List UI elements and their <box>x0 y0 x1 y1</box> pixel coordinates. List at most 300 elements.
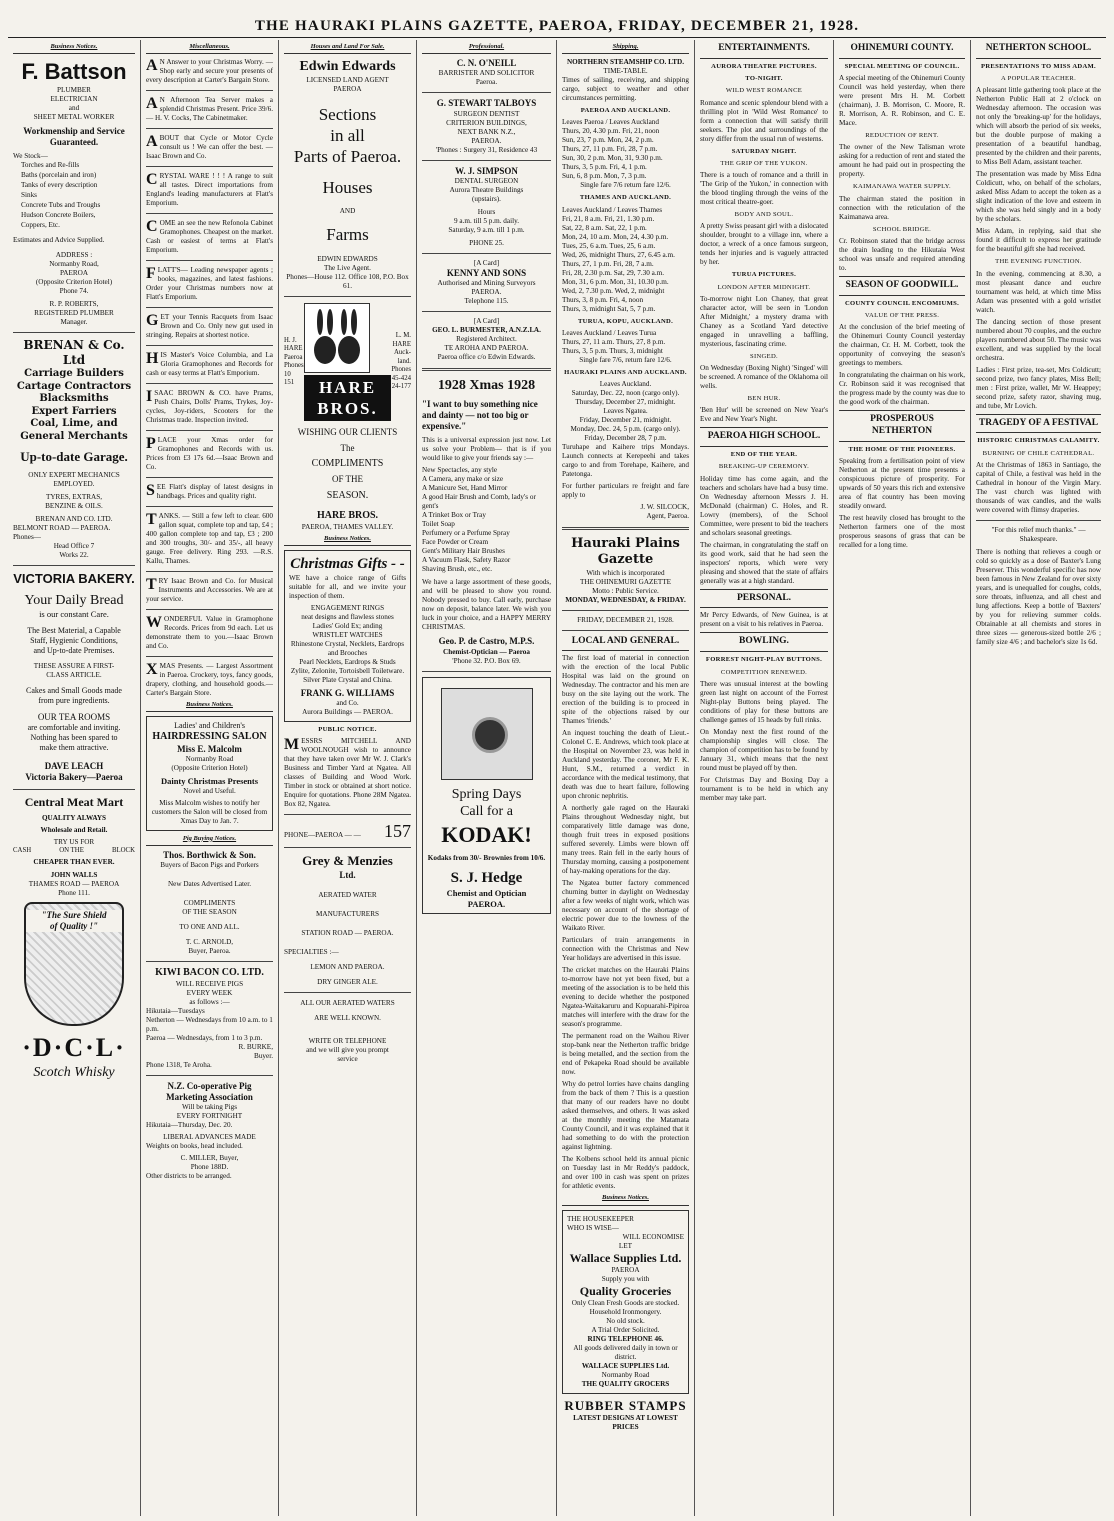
rubber-stamps: RUBBER STAMPS <box>564 1397 687 1413</box>
hare-right-line: L. M. <box>395 332 411 340</box>
sub-heading: BODY AND SOUL. <box>734 211 794 219</box>
gift-item: Ladies' Gold Ex; anding <box>312 621 383 630</box>
spring-line: Spring Days <box>451 786 522 802</box>
divider <box>146 477 273 478</box>
wallace-quality: Quality Groceries <box>579 1283 672 1298</box>
news-paragraph: Romance and scenic splendour blend with a thrilling plot in 'Wild West Romance' to form a connection that will satisfy thrill seekers. The plot and surroundings of the story differ from the usual run of westerns. <box>700 98 828 143</box>
dcl-shield-emblem <box>24 902 124 1026</box>
best-line: and Up-to-date Premises. <box>33 645 115 655</box>
meat-try: BLOCK <box>111 846 135 854</box>
kiwi-line: Hikutaia—Tuesdays <box>146 1006 205 1015</box>
news-paragraph: For Christmas Day and Boxing Day a tournament is to be held in which any member may take part. <box>700 775 828 802</box>
sub-heading: THE EVENING FUNCTION. <box>995 258 1082 266</box>
wallace-line: PAEROA <box>611 1265 640 1274</box>
news-paragraph: The cricket matches on the Hauraki Plains to-morrow have not yet been fixed, but a meeting of the association is to be held this evening to decide whether the postponed Ngatea-Waitakaruru and Kopuarahi-Pipiroa matches will interfere with the draw for the season's programme. <box>562 966 689 1029</box>
column-ohinemuri-county <box>833 40 970 1516</box>
classified-ad: ABOUT that Cycle or Motor Cycle consult us ! We can offer the best. — Isaac Brown and Co. <box>146 133 273 161</box>
masthead-rule <box>8 37 1106 38</box>
agent-line: Phones—House 112. Office 108, P.O. Box 61. <box>286 272 409 290</box>
hare-right-line: 45-424 <box>391 374 411 382</box>
new-dates: New Dates Advertised Later. <box>167 880 252 888</box>
northern-steamship: NORTHERN STEAMSHIP CO. LTD. <box>566 58 685 67</box>
lemon-line: DRY GINGER ALE. <box>317 977 378 986</box>
brenan-address: Phones— <box>13 533 41 542</box>
leach-name: DAVE LEACH <box>44 761 104 771</box>
route-row: Mon, 31, 6 p.m. Mon, 31, 10.30 p.m. <box>562 277 669 286</box>
hare-left-line: H. J. <box>284 336 297 344</box>
kodak-name: KODAK! <box>441 821 532 847</box>
hare-right-line: Auck- <box>394 349 411 357</box>
sub-heading: VALUE OF THE PRESS. <box>864 311 940 319</box>
arnold-name: T. C. ARNOLD, <box>185 938 234 946</box>
wallace-line: THE HOUSEKEEPER <box>567 1214 634 1223</box>
simpson-line: Saturday, 9 a.m. till 1 p.m. <box>448 225 525 234</box>
comfort-line: are comfortable and inviting. <box>27 723 121 732</box>
divider <box>562 527 689 530</box>
masthead <box>0 0 1114 38</box>
sub-heading: LONDON AFTER MIDNIGHT. <box>717 283 811 291</box>
kiwi-line: Buyer. <box>254 1051 273 1060</box>
divider <box>422 160 551 161</box>
divider <box>284 992 411 993</box>
route-row: Single fare 7/6, return fare 12/6. <box>579 355 672 364</box>
burmester-line: [A Card] <box>473 317 500 326</box>
news-paragraph: A pretty Swiss peasant girl with a dislocated shoulder, brought to a village inn, where a doctor, a wreck of a once famous surgeon, tends her injuries and is vaguely attracted by her. <box>700 222 828 267</box>
route-row: Thurs, 27, 1 p.m. Fri, 28, 7 a.m. <box>562 259 654 268</box>
sub-heading: THE GRIP OF THE YUKON. <box>720 159 808 167</box>
wallace-supplies-ad <box>562 1210 689 1394</box>
hare-left-line: 151 <box>284 379 295 387</box>
rabbits-illustration <box>304 303 370 373</box>
news-paragraph: Why do petrol lorries have chains dangling from the back of them ? This is a question that many of our readers have no doubt asked themselves, and others. It was asked at the monthly meeting the Matamata County Council, and it was explained that it had something to do with the protection against lightning. <box>562 1080 689 1152</box>
stock-item: Coppers, Etc. <box>21 221 60 230</box>
route-row: Monday, Dec. 24, 5 p.m. (cargo only). <box>570 425 681 434</box>
route-row: Thurs, 20, 4.30 p.m. Fri, 21, noon <box>562 127 660 136</box>
battson-trade: and <box>68 103 80 112</box>
meat-cash-row <box>13 847 135 855</box>
route-heading: TURUA, KOPU, AUCKLAND. <box>577 317 674 325</box>
divider <box>422 253 551 254</box>
section-heading: NETHERTON SCHOOL. <box>976 43 1101 59</box>
divider <box>562 610 689 611</box>
divider <box>284 814 411 815</box>
kiwi-bacon-name: KIWI BACON CO. LTD. <box>155 967 264 978</box>
column-shipping <box>556 40 694 1516</box>
shield-text: "The Sure Shield <box>26 910 122 921</box>
arnold-title: Buyer, Paeroa. <box>188 947 231 955</box>
section-heading: TRAGEDY OF A FESTIVAL <box>976 414 1101 434</box>
spring-line: Call for a <box>460 804 513 820</box>
salon-line: (Opposite Criterion Hotel) <box>171 764 248 772</box>
houses-line: Houses <box>322 178 373 198</box>
nz-pig-line: Will be taking Pigs <box>181 1103 237 1111</box>
divider <box>146 506 273 507</box>
route-row: Leaves Auckland / Leaves Turua <box>562 328 657 337</box>
public-notice-heading: PUBLIC NOTICE. <box>318 725 377 733</box>
sub-heading: BURNING OF CHILE CATHEDRAL. <box>982 449 1095 457</box>
kodak-prices: Kodaks from 30/- Brownies from 10/6. <box>427 854 546 863</box>
route-row: Single fare 7/6 return fare 12/6. <box>580 181 671 190</box>
section-heading: PROSPEROUS NETHERTON <box>839 410 965 442</box>
sub-heading: BEN HUR. <box>747 394 781 402</box>
news-paragraph: On Monday next the first round of the championship singles will close. The champion of competition has to be found by January 31, which means that the next round must be played off by then. <box>700 727 828 772</box>
rubber-line: PRICES <box>612 1422 639 1431</box>
route-row: Saturday, Dec. 22, noon (cargo only). <box>571 389 680 398</box>
route-row: Friday, December 28, 7 p.m. <box>584 434 667 443</box>
hedge-line: PAEROA. <box>467 898 506 909</box>
comfort-line: make them attractive. <box>39 743 109 752</box>
sub-heading: SINGED. <box>750 352 778 360</box>
wallace-line: Household Ironmongery. <box>589 1307 662 1316</box>
classified-ad: FLATT'S— Leading newspaper agents ; books, magazines, and latest fashions. Order your Christmas numbers now at Flatt's Emporium. <box>146 265 273 302</box>
sub-heading: COUNTY COUNCIL ENCOMIUMS. <box>844 299 960 307</box>
gazette-sub: THE OHINEMURI GAZETTE <box>579 577 672 586</box>
wallace-line: Only Clean Fresh Goods are stocked. <box>571 1298 680 1307</box>
sub-heading: SATURDAY NIGHT. <box>731 147 797 155</box>
meat-wholesale: Wholesale and Retail. <box>40 825 108 834</box>
oneill-name: C. N. O'NEILL <box>456 58 517 69</box>
edwards-name: Edwin Edwards <box>299 59 396 75</box>
section-heading: OHINEMURI COUNTY. <box>839 43 965 59</box>
sub-heading: PRESENTATIONS TO MISS ADAM. <box>981 62 1096 70</box>
castro-line: Chemist-Optician — Paeroa <box>443 647 530 656</box>
sub-heading: TO-NIGHT. <box>745 75 783 83</box>
section-heading: Miscellaneous. <box>146 43 273 54</box>
kenny-line: Telephone 115. <box>464 297 509 306</box>
brenan-address: Head Office 7 <box>53 542 95 551</box>
assure-line: THESE ASSURE A FIRST- <box>33 661 115 670</box>
gift-item: Silver Plate Crystal and China. <box>303 675 392 684</box>
meat-try: TRY US FOR <box>53 837 95 846</box>
brenan-service: Carriage Builders <box>24 368 124 380</box>
news-paragraph: In congratulating the chairman on his work, Cr. Robinson said it was recognised that the progress made by the county was due to the good work of the chairman. <box>839 371 965 407</box>
sub-heading: TURUA PICTURES. <box>731 271 797 279</box>
xmas-item: Gent's Military Hair Brushes <box>422 547 505 556</box>
xmas-body: We have a large assortment of these goods, and will be pleased to show you round. Nobody pressed to buy. Call early, purchase now on deposit, balance later. We wish you luck in your choice, and a HAPPY MERRY CHRISTMAS. <box>422 578 551 632</box>
williams-name: FRANK G. WILLIAMS <box>300 687 395 698</box>
gift-item: WRISTLET WATCHES <box>312 630 383 639</box>
xmas-item: Shaving Brush, etc., etc. <box>422 565 493 574</box>
news-paragraph: A northerly gale raged on the Hauraki Plains throughout Wednesday night, but comparatively little damage was done, though fruit trees in exposed positions suffered severely. Limbs were blown off many trees. Rain fell in the early hours of Thursday morning, causing a postponement of hay-making operations for the day. <box>562 804 689 876</box>
brenan-service: Blacksmiths <box>39 393 109 405</box>
salon-line: Ladies' and Children's <box>174 721 245 731</box>
classified-ad: AN Answer to your Christmas Worry. — Shop early and secure your presents of every description at Carter's Bargain Store. <box>146 57 273 85</box>
oneill-line: BARRISTER AND SOLICITOR <box>438 69 535 78</box>
sub-heading: SPECIAL MEETING OF COUNCIL. <box>844 62 960 70</box>
column-miscellaneous <box>140 40 278 1516</box>
simpson-line: DENTAL SURGEON <box>454 176 519 185</box>
classified-ad: ISAAC BROWN & CO. have Prams, Push Chairs, Dolls' Prams, Trykes, Joy-cycles, Joy-riders, Scooters for the Christmas trade. Inspection invited. <box>146 388 273 425</box>
gazette-sub: MONDAY, WEDNESDAY, & FRIDAY. <box>565 595 686 604</box>
assure-line: CLASS ARTICLE. <box>46 670 102 679</box>
divider <box>284 847 411 848</box>
sections-line: Parts of Paeroa. <box>293 147 402 167</box>
hare-left-line: Phones <box>284 362 304 370</box>
brenan-name: BRENAN & Co. Ltd <box>23 338 125 368</box>
xmas-item: New Spectacles, any style <box>422 466 498 475</box>
write-line: WRITE OR TELEPHONE <box>308 1036 387 1045</box>
silcock-title: Agent, Paeroa. <box>646 512 689 521</box>
news-paragraph: The presentation was made by Miss Edna Coldicutt, who, on behalf of the scholars, asked Miss Adam to accept the token as a slight indication of the love and esteem in which she was held singly and in a body by the scholars. <box>976 170 1101 224</box>
battson-trade: SHEET METAL WORKER <box>33 112 115 121</box>
kiwi-line: Paeroa — Wednesdays, from 1 to 3 p.m. <box>146 1033 263 1042</box>
agent-line: EDWIN EDWARDS <box>317 254 378 263</box>
divider <box>976 520 1101 521</box>
nz-pig-line: Weights on books, head included. <box>146 1142 243 1150</box>
divider <box>146 128 273 129</box>
section-heading: Business Notices. <box>13 43 135 54</box>
section-heading: SEASON OF GOODWILL. <box>839 276 965 296</box>
manager-line: Manager. <box>60 318 88 327</box>
address-line: (Opposite Criterion Hotel) <box>35 278 113 287</box>
address-line: Phone 74. <box>59 287 89 296</box>
route-row: Thurs, 27, 11 a.m. Thurs, 27, 8 p.m. <box>562 337 666 346</box>
aerated-line: AERATED WATER <box>318 890 377 899</box>
wallace-line: WILL ECONOMISE <box>622 1232 684 1241</box>
route-row: Thurs, 27, 11 p.m. Fri, 28, 7 p.m. <box>562 145 658 154</box>
known-line: ARE WELL KNOWN. <box>314 1013 381 1022</box>
news-paragraph: To-morrow night Lon Chaney, that great character actor, will be seen in 'London After Midnight,' a mystery drama with Chaney as a Scotland Yard detective engaged in unravelling a baffling, mysterious, fascinating crime. <box>700 294 828 348</box>
classified-ad: TANKS. — Still a few left to clear. 600 gallon squat, complete top and tap, £4 ; 400 gallon complete top and tap, £3 ; 200 and 300 troughs, 30/- and 35/-, all heavy gauge. Free delivery. Ring 293. —R.S. Kallu, Thames. <box>146 511 273 566</box>
compliments-line: OF THE SEASON <box>182 908 237 916</box>
gazette-sub: Motto : Public Service. <box>592 586 659 595</box>
hedge-line: Chemist and Optician <box>446 887 527 898</box>
wishing-line: WISHING OUR CLIENTS <box>297 427 398 438</box>
divider <box>146 430 273 431</box>
talboys-line: SURGEON DENTIST <box>453 109 520 118</box>
divider <box>146 345 273 346</box>
and-line: AND <box>339 206 356 215</box>
news-paragraph: Miss Adam, in replying, said that she found it difficult to express her gratitude for the beautiful gift she had received. <box>976 227 1101 254</box>
section-heading: PAEROA HIGH SCHOOL. <box>700 427 828 447</box>
address-line: Normanby Road, <box>49 260 99 269</box>
silcock-name: J. W. SILCOCK, <box>640 503 689 512</box>
meat-cheaper: CHEAPER THAN EVER. <box>33 857 115 866</box>
burmester-line: Paeroa office c/o Edwin Edwards. <box>437 353 536 362</box>
manager-line: R. P. ROBERTS, <box>49 300 99 309</box>
xmas-quote: "I want to buy something nice and dainty — not too big or expensive." <box>422 398 538 432</box>
nz-pig-line: C. MILLER, Buyer, <box>180 1154 239 1162</box>
news-paragraph: A special meeting of the Ohinemuri County Council was held yesterday, when there were present Mrs H. M. Corbett (chairman), J. B. Morrison, C. Moore, R. R. Morrison, A. R. Robinson, and C. E. Mace. <box>839 74 965 128</box>
hare-bros-logo-text: HARE BROS. <box>304 375 392 422</box>
news-paragraph: Speaking from a fertilisation point of view Netherton at the present time presents a conspicuous picture of prosperity. For upwards of 50 years this rich and extensive area of flat country has been moving steadily onward. <box>839 457 965 511</box>
salon-line: Novel and Useful. <box>183 786 236 795</box>
classified-ad: AN Afternoon Tea Server makes a splendid Christmas Present. Price 39/6. — H. V. Cocks, The Cabinetmaker. <box>146 95 273 123</box>
newspaper-title: THE HAURAKI PLAINS GAZETTE, PAEROA, FRIDAY, DECEMBER 21, 1928. <box>254 18 860 34</box>
wallace-line: WALLACE SUPPLIES Ltd. <box>581 1361 670 1370</box>
xmas-item: A Manicure Set, Hand Mirror <box>422 484 508 493</box>
hare-right-line: land. <box>397 357 411 365</box>
hare-left-contact <box>284 337 304 388</box>
route-row: Leaves Paeroa / Leaves Auckland <box>562 118 659 127</box>
kiwi-line: EVERY WEEK <box>186 988 233 997</box>
baxter-quote: "For this relief much thanks." —Shakespeare. <box>991 525 1086 543</box>
nz-pig-name: N.Z. Co-operative Pig <box>167 1080 252 1091</box>
address-line: PAEROA <box>59 269 89 278</box>
gifts-body: WE have a choice range of Gifts suitable for all, and we invite your inspection of them. <box>289 573 406 600</box>
battson-address <box>13 251 135 296</box>
edwards-town: PAEROA <box>333 84 362 93</box>
talboys-line: NEXT BANK N.Z., <box>457 127 516 136</box>
hare-right-line: Phones <box>391 366 411 374</box>
xmas-item: A good Hair Brush and Comb, lady's or gent's <box>422 493 536 511</box>
wallace-line: Normanby Road <box>601 1370 650 1379</box>
williams-line: and Co. <box>336 698 359 707</box>
williams-line: Aurora Buildings — PAEROA. <box>302 707 393 716</box>
timetable-intro: Times of sailing, receiving, and shipping cargo, subject to weather and other circumstances permitting. <box>562 76 689 103</box>
route-row: Wed, 26, midnight Thurs, 27, 6.45 a.m. <box>562 250 675 259</box>
address-line: ADDRESS : <box>55 251 93 260</box>
salon-line: Normanby Road <box>185 755 234 763</box>
aerated-line: MANUFACTURERS <box>316 909 379 918</box>
christmas-gifts-ad <box>284 550 411 722</box>
divider <box>146 213 273 214</box>
wallace-line: No old stock. <box>606 1316 645 1325</box>
meat-try: ON THE <box>59 846 84 854</box>
section-heading: Business Notices. <box>146 701 273 712</box>
sub-heading: AURORA THEATRE PICTURES. <box>711 62 817 70</box>
route-row: Thurs, 3, 5 p.m. Fri, 4, 1 p.m. <box>562 163 647 172</box>
cakes-line: Cakes and Small Goods made <box>26 685 122 695</box>
route-row: Sat, 22, 8 a.m. Sat, 22, 1 p.m. <box>562 223 647 232</box>
brenan-service: Cartage Contractors <box>16 380 132 392</box>
divider <box>146 609 273 610</box>
news-paragraph: A pleasant little gathering took place at the Netherton Public Hall at 2 o'clock on Wednesday afternoon. The occasion was not only the 'breaking-up' for the holidays, which will absorb the period of six weeks, but the double purpose of making a presentation of a beautiful handbag, presented by the children and their parents, to Miss Bell Adam, assistant teacher. <box>976 86 1101 167</box>
sub-heading: KAIMANAWA WATER SUPPLY. <box>853 183 951 191</box>
divider <box>13 565 135 566</box>
gift-item: Rhinestone Crystal, Necklets, Eardrops and Brooches <box>290 639 405 657</box>
sub-heading: HISTORIC CHRISTMAS CALAMITY. <box>977 437 1100 445</box>
mechanics-line: ONLY EXPERT MECHANICS <box>28 471 120 480</box>
sub-heading: COMPETITION RENEWED. <box>720 668 808 676</box>
hare-right-contact <box>391 332 411 391</box>
news-paragraph: The Ngatea butter factory commenced churning butter in daylight on Wednesday after a few weeks of night work, which was necessary on account of the shortage of electric power due to the lowness of the Waikato River. <box>562 879 689 933</box>
hare-logo <box>304 303 392 422</box>
best-line: Staff, Hygienic Conditions, <box>30 635 118 645</box>
hare-bros-ad <box>284 303 411 422</box>
borthwick-line: Buyers of Bacon Pigs and Porkers <box>160 861 259 869</box>
xmas-item: A Trinket Box or Tray <box>422 511 486 520</box>
gift-item: neat designs and flawless stones <box>301 612 394 621</box>
route-heading: HAURAKI PLAINS AND AUCKLAND. <box>564 368 687 376</box>
agent-line: The Live Agent. <box>324 263 371 272</box>
section-heading: ENTERTAINMENTS. <box>700 43 828 59</box>
news-paragraph: At the Christmas of 1863 in Santiago, the capital of Chile, a festival was held in the Cathedral in honour of the Virgin Mary. The vast church was lighted with thousands of wax candles, and the walls were covered with flimsy draperies. <box>976 460 1101 514</box>
dcl-logo: ·D·C·L· <box>22 1032 126 1062</box>
classified-ad: TRY Isaac Brown and Co. for Musical Instruments and Accessories. We are at your service. <box>146 576 273 604</box>
brenan-service: Coal, Lime, and <box>30 418 118 430</box>
nz-pig-name: Marketing Association <box>166 1091 253 1102</box>
stock-item: Concrete Tubs and Troughs <box>21 201 101 210</box>
news-paragraph: The dancing section of those present numbered about 70 couples, and the euchre players numbered about 50. The music was excellent, and was supplied by the local orchestra. <box>976 317 1101 362</box>
brenan-service: General Merchants <box>20 430 128 442</box>
classified-ad: CRYSTAL WARE ! ! ! A range to suit all tastes. Direct importations from England's leading manufacturers at Flatt's Emporium. <box>146 171 273 208</box>
talboys-line: CRITERION BUILDINGS, <box>446 118 527 127</box>
sections-line: in all <box>330 125 365 145</box>
xmas-item: Face Powder or Cream <box>422 538 489 547</box>
leach-bakery: Victoria Bakery—Paeroa <box>25 772 123 783</box>
comfort-line: Nothing has been spared to <box>30 733 118 742</box>
dateline: FRIDAY, DECEMBER 21, 1928. <box>577 615 674 624</box>
divider <box>146 961 273 962</box>
public-notice-body: MESSRS MITCHELL AND WOOLNOUGH wish to announce that they have taken over Mr W. J. Clark's Business and Timber Yard at Ngatea. All classes of Building and Wood Work. Timber in stock or obtained at short notice. Enquire for quotations. Phone 28M Ngatea. Box 82, Ngatea. <box>284 735 411 808</box>
divider <box>284 296 411 297</box>
route-row: Tues, 25, 6 a.m. Tues, 25, 6 a.m. <box>562 241 656 250</box>
burmester-line: Registered Architect. <box>456 335 517 344</box>
tearooms-heading: OUR TEA ROOMS <box>37 711 111 722</box>
sub-heading: THE HOME OF THE PIONEERS. <box>848 445 956 453</box>
station-road: STATION ROAD — PAEROA. <box>301 928 394 937</box>
burmester-name: GEO. L. BURMESTER, A.N.Z.I.A. <box>432 326 541 335</box>
kenny-line: PAEROA. <box>471 288 502 297</box>
walls-name: JOHN WALLS <box>50 870 98 879</box>
gazette-sub: With which is incorporated <box>586 568 665 577</box>
bakery-best <box>13 626 135 656</box>
simpson-line: (upstairs). <box>472 194 501 203</box>
route-heading: PAEROA AND AUCKLAND. <box>580 107 671 115</box>
news-paragraph: There is a touch of romance and a thrill in 'The Grip of the Yukon,' in connection with the blood tingling through the veins of the most critical theatre-goer. <box>700 171 828 207</box>
kiwi-line: R. BURKE, <box>238 1042 273 1051</box>
borthwick-name: Thos. Borthwick & Son. <box>163 849 256 860</box>
classified-ad: PLACE your Xmas order for Gramophones and Records with us. Prices from £3 17s 6d.—Isaac Brown and Co. <box>146 435 273 472</box>
gift-item: Zylite, Zelonite, Tortoisbell Toiletware. <box>290 666 405 675</box>
wallace-line: RING TELEPHONE 46. <box>587 1334 664 1343</box>
route-row: Mon, 24, 10 a.m. Mon, 24, 4.30 p.m. <box>562 232 669 241</box>
classified-ad: COME an see the new Refonola Cabinet Gramophones. Cheapest on the market. Cash or easiest of terms at Flatt's Emporium. <box>146 218 273 255</box>
gifts-title: Christmas Gifts - - <box>290 555 405 572</box>
nz-pig-line: Other districts to be arranged. <box>146 1172 232 1180</box>
wallace-line: All goods delivered daily in town or district. <box>573 1343 678 1361</box>
route-row: Thursday, December 27, midnight. <box>575 398 676 407</box>
wishing-line: The <box>340 442 355 453</box>
mechanics-line: EMPLOYED. <box>53 480 95 489</box>
oneill-line: Paeroa. <box>475 78 498 87</box>
wallace-line: THE QUALITY GROCERS <box>581 1379 670 1388</box>
manager-line: REGISTERED PLUMBER <box>34 309 114 318</box>
bakery-name: VICTORIA BAKERY. <box>13 571 135 587</box>
simpson-line: Hours <box>477 207 496 216</box>
route-row: Wed, 2, 7.30 p.m. Wed, 2, midnight <box>562 286 665 295</box>
hare-right-line: 24-177 <box>391 383 411 391</box>
divider <box>13 332 135 333</box>
cakes-line: from pure ingredients. <box>38 695 110 705</box>
section-heading: PERSONAL. <box>700 589 828 609</box>
classified-ad: WONDERFUL Value in Gramophone Records. Prices from 9d each. Let us demonstrate them to you.—Isaac Brown and Co. <box>146 614 273 651</box>
hare-left-line: Paeroa <box>284 353 303 361</box>
stock-item: Hudson Concrete Boilers, <box>21 211 96 220</box>
local-general-heading: LOCAL AND GENERAL. <box>562 636 689 652</box>
phone-ad <box>284 820 411 843</box>
column-netherton-school <box>970 40 1106 1516</box>
route-row: Leaves Auckland / Leaves Thames <box>562 205 663 214</box>
talboys-line: 'Phones : Surgery 31, Residence 43 <box>435 145 538 154</box>
news-paragraph: Ladies : First prize, tea-set, Mrs Coldicutt; second prize, two fancy plates, Miss Bell; men : First prize, wallet, Mr W. Heappey; second prize, safety razor, shaving mug, and tube, Mr Lovich. <box>976 365 1101 410</box>
route-row: Friday, December 21, midnight. <box>579 416 672 425</box>
wallace-line: A Trial Order Solicited. <box>591 1325 660 1334</box>
battson-name: F. Battson <box>21 59 127 85</box>
sub-heading: WILD WEST ROMANCE <box>725 87 803 95</box>
stock-item: Torches and Re-fills <box>21 161 80 170</box>
gift-item: Pearl Necklets, Eardrops & Studs <box>299 657 396 666</box>
news-paragraph: Particulars of train arrangements in connection with the Christmas and New Year holidays are advertised in this issue. <box>562 936 689 963</box>
burmester-line: TE AROHA AND PAEROA. <box>444 344 529 353</box>
garage-heading: Up-to-date Garage. <box>20 449 128 465</box>
newspaper-page <box>8 40 1106 1516</box>
news-paragraph: The Kolbens school held its annual picnic on Tuesday last in Mr Reddy's paddock, and over 100 in cash was spent on prizes for athletic events. <box>562 1155 689 1191</box>
section-heading: Houses and Land For Sale. <box>284 43 411 54</box>
xmas-item: Toilet Soap <box>422 520 455 529</box>
salon-title: HAIRDRESSING SALON <box>152 731 267 743</box>
